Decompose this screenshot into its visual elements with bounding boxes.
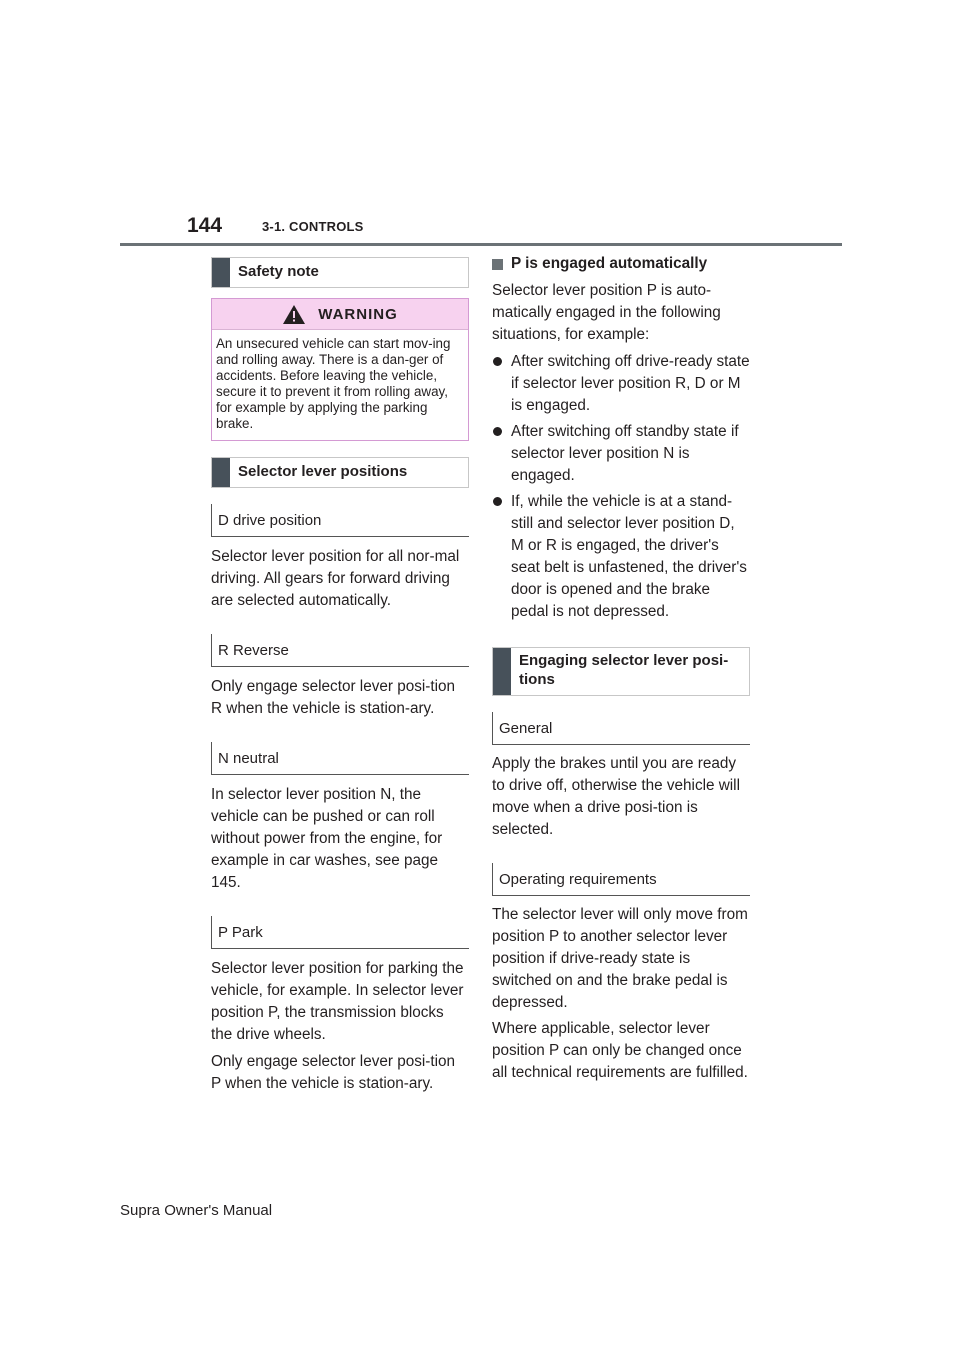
section-engaging-positions — [492, 647, 750, 696]
list-item: After switching off standby state if selector lever position N is engaged. — [492, 421, 750, 487]
n-neutral-text: In selector lever position N, the vehicle can be pushed or can roll without power from the engine, for example in car washes, see page 145. — [211, 786, 443, 891]
p-auto-intro: Selector lever position P is auto-matically engaged in the following situations, for example: — [492, 282, 721, 343]
section-title: Selector lever positions — [238, 463, 408, 480]
warning-label: WARNING — [318, 305, 398, 323]
section-title: Engaging selector lever posi-tions — [519, 652, 729, 688]
p-park-text-1: Selector lever position for parking the vehicle, for example. In selector lever position P, the transmission blocks the drive wheels. — [211, 960, 464, 1043]
subheading-general: General — [492, 712, 750, 745]
warning-text: An unsecured vehicle can start mov-ing and rolling away. There is a dan-ger of accidents. Before leaving the vehicle, secure it to prevent it from rolling away, for example by applying the parking brake. — [216, 336, 451, 431]
general-text: Apply the brakes until you are ready to drive off, otherwise the vehicle will move when a drive posi-tion is selected. — [492, 755, 740, 838]
warning-header — [212, 299, 468, 330]
page-number: 144 — [187, 214, 223, 237]
warning-triangle-icon — [282, 304, 306, 325]
subheading-r-reverse: R Reverse — [211, 634, 469, 667]
warning-box — [211, 298, 469, 441]
right-column — [492, 254, 750, 1084]
r-reverse-text: Only engage selector lever posi-tion R when the vehicle is station-ary. — [211, 678, 456, 717]
header-rule — [120, 243, 842, 246]
situations-list — [492, 351, 750, 623]
section-selector-positions — [211, 457, 469, 488]
section-safety-note — [211, 257, 469, 288]
section-title: Safety note — [238, 263, 319, 280]
operating-text-2: Where applicable, selector lever position P can only be changed once all technical requirements are fulfilled. — [492, 1020, 748, 1081]
subheading-p-park: P Park — [211, 916, 469, 949]
operating-text-1: The selector lever will only move from position P to another selector lever position if drive-ready state is switched on and the brake pedal is depressed. — [492, 906, 748, 1011]
p-park-text-2: Only engage selector lever posi-tion P when the vehicle is station-ary. — [211, 1053, 456, 1092]
footer-manual-title: Supra Owner's Manual — [120, 1202, 273, 1219]
subheading-operating-requirements: Operating requirements — [492, 863, 750, 896]
subsection-p-automatic — [492, 254, 750, 274]
subheading-n-neutral: N neutral — [211, 742, 469, 775]
square-bullet-icon — [492, 259, 503, 270]
chapter-title: 3-1. CONTROLS — [262, 219, 364, 234]
subheading-d-drive: D drive position — [211, 504, 469, 537]
list-item: After switching off drive-ready state if selector lever position R, D or M is engaged. — [492, 351, 750, 417]
left-column — [211, 257, 469, 1095]
d-drive-text: Selector lever position for all nor-mal driving. All gears for forward driving are selected automatically. — [211, 548, 460, 609]
list-item: If, while the vehicle is at a stand-still and selector lever position D, M or R is engaged, the driver's seat belt is unfastened, the driver's door is opened and the brake pedal is not depressed. — [492, 491, 750, 623]
subsection-title: P is engaged automatically — [511, 255, 708, 272]
